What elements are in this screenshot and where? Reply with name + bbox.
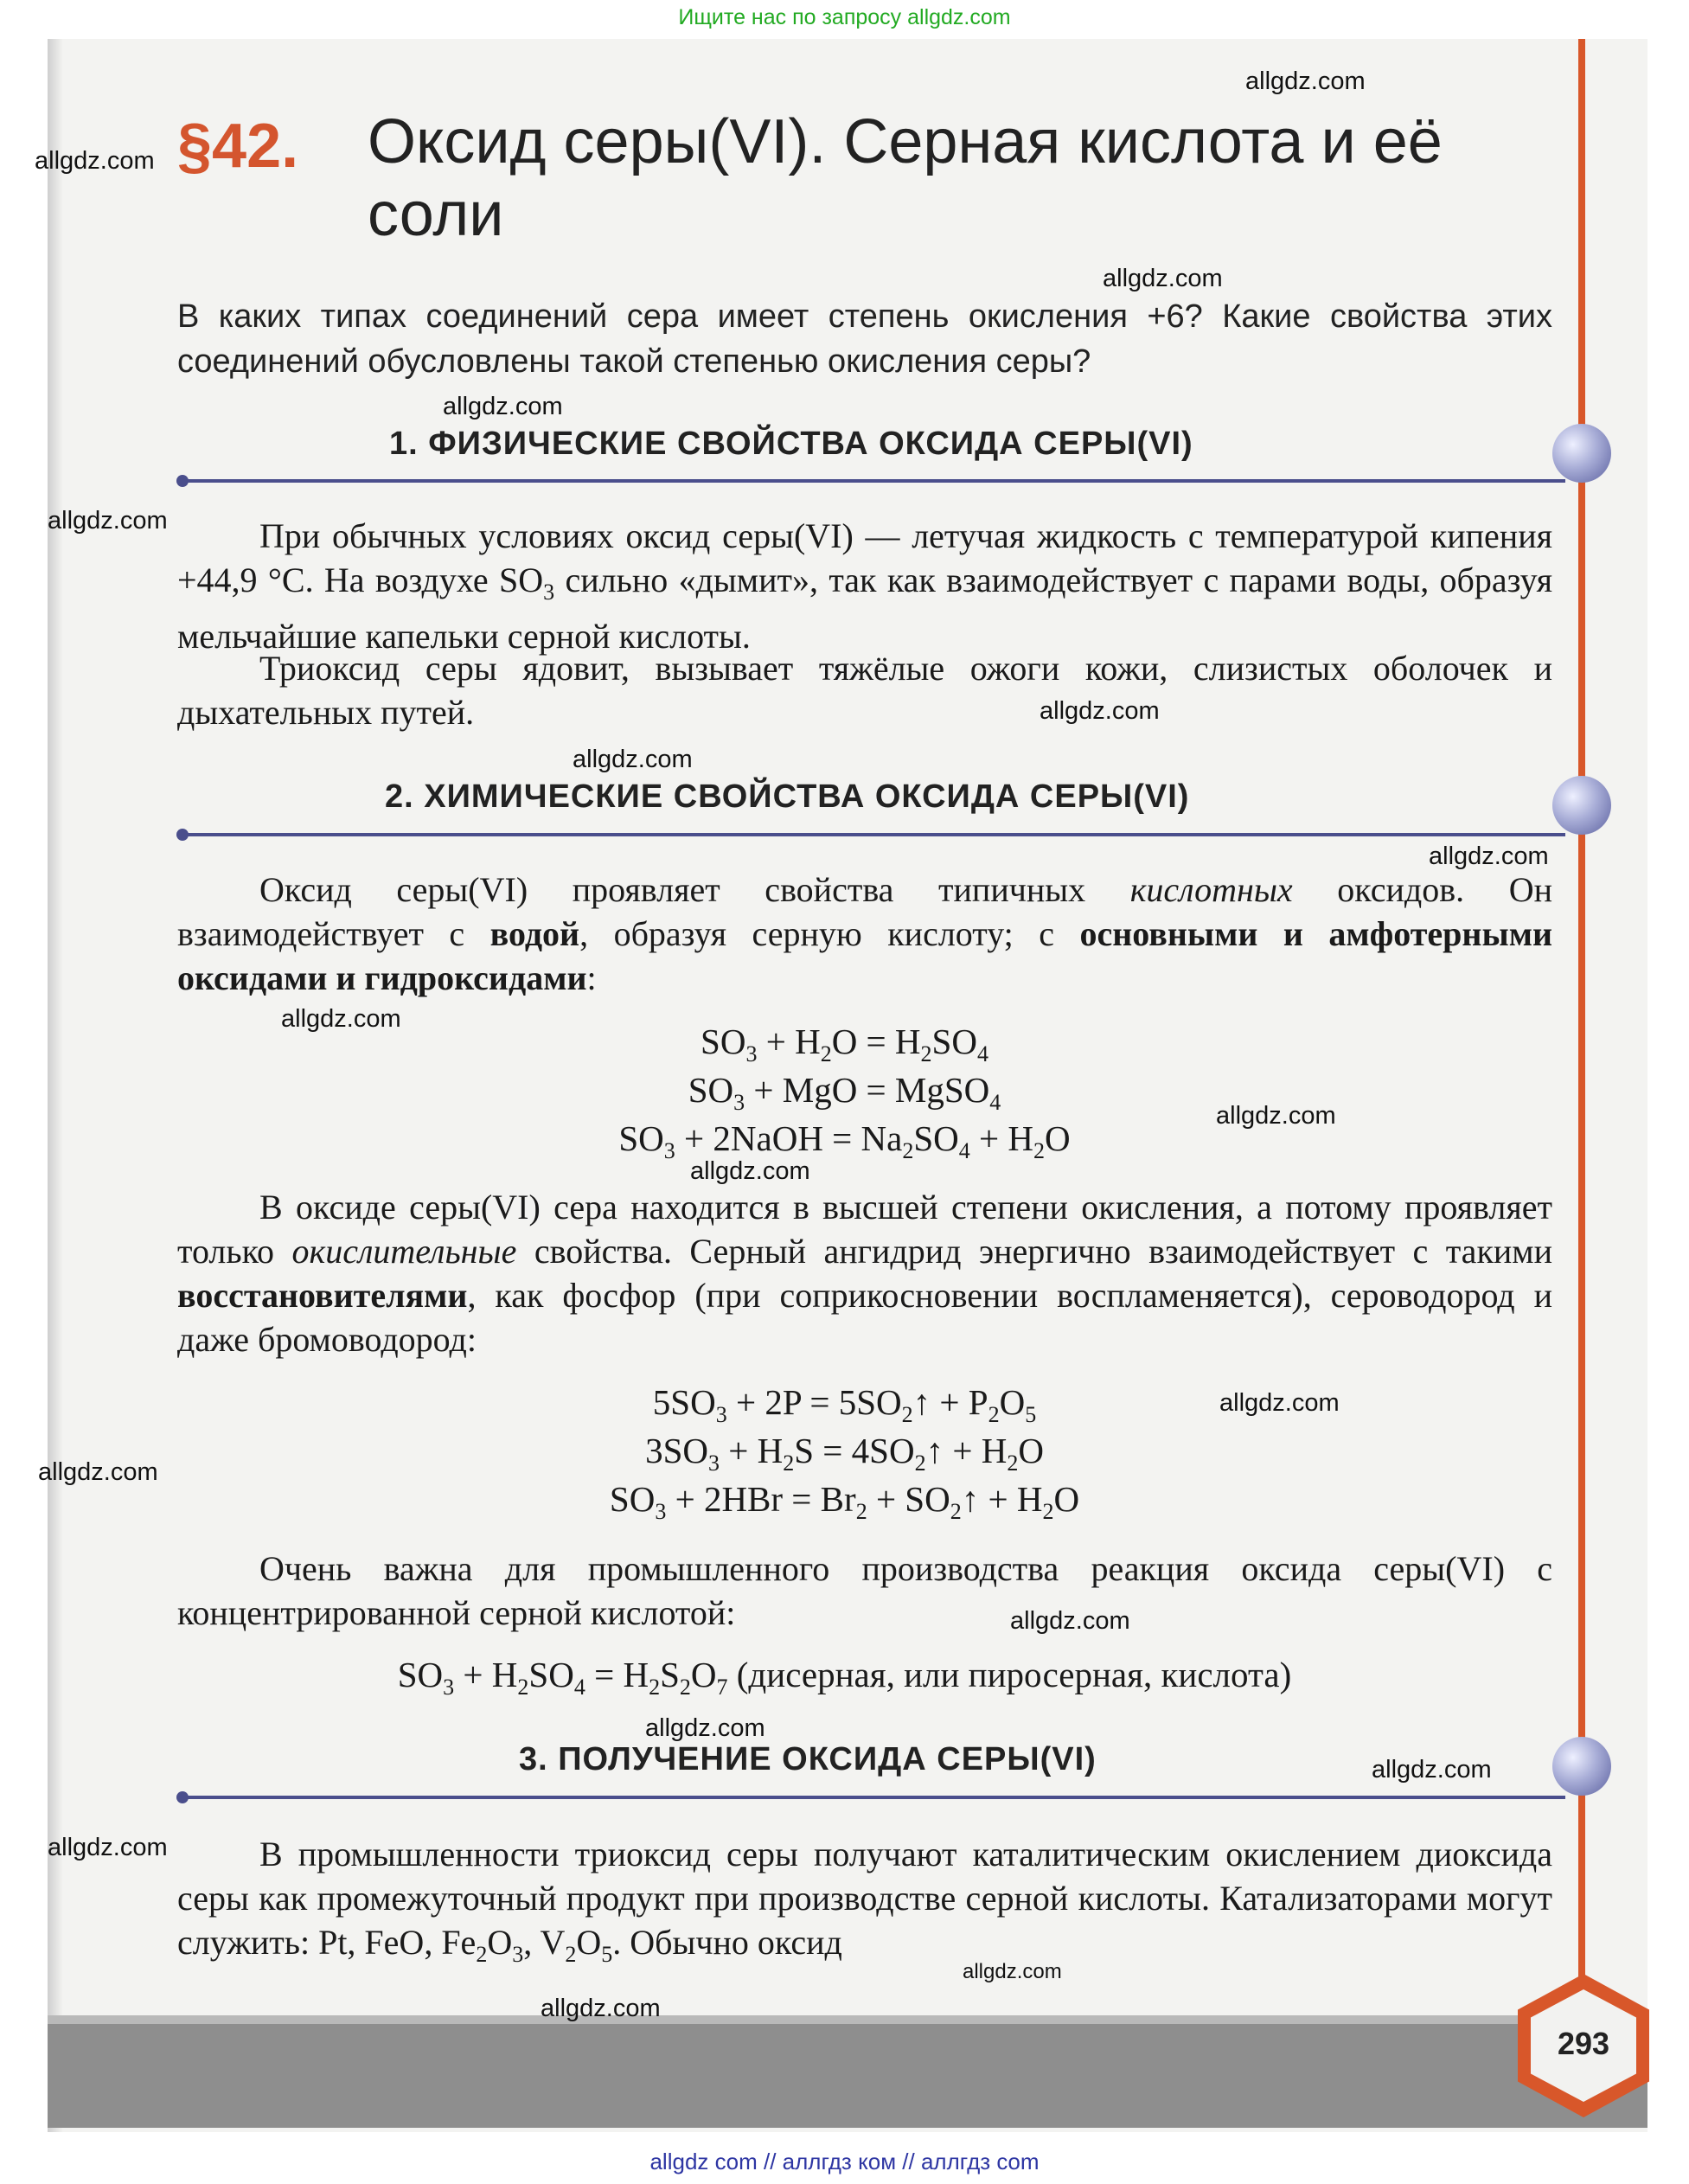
equation-7-note: (дисерная, или пиросерная, кислота)	[736, 1655, 1292, 1694]
heading-rule	[182, 833, 1565, 836]
paragraph-chemical-3: Очень важна для промышленного производства реакция оксида серы(VI) с концентрированной серной кислотой:	[177, 1549, 1552, 1632]
watermark: allgdz.com	[690, 1157, 810, 1185]
p3-part-b: оксидов. Он взаимодействует с	[177, 870, 1552, 953]
equation-7: $SO_3 + H_2SO_4 = H_2S_2O_7$ (дисерная, или пиросерная, кислота)	[397, 1655, 1292, 1700]
watermark: allgdz.com	[1010, 1607, 1130, 1635]
p6-sub-2: 3	[512, 1942, 524, 1967]
watermark: allgdz.com	[443, 393, 563, 420]
watermark: allgdz.com	[963, 1960, 1062, 1983]
paragraph-chemical-1	[177, 868, 1552, 1000]
watermark: allgdz.com	[48, 507, 168, 535]
page-bottom-strip	[48, 2024, 1647, 2128]
section-heading-2: 2. ХИМИЧЕСКИЕ СВОЙСТВА ОКСИДА СЕРЫ(VI)	[385, 778, 1190, 815]
paragraph-physical-1	[177, 514, 1552, 658]
intro-question: В каких типах соединений сера имеет степень окисления +6? Какие свойства этих соединений обусловлены такой степенью окисления серы?	[177, 298, 1552, 380]
watermark: allgdz.com	[645, 1714, 765, 1742]
equation-2: $SO_3$ + MgO = MgSO$_4$	[688, 1070, 1001, 1116]
watermark: allgdz.com	[1103, 265, 1223, 292]
p4-emphasis: окислительные	[291, 1232, 517, 1271]
equation-4: $5SO_3 + 2P$ = $5SO_2↑ + P_2O_5$	[652, 1382, 1037, 1428]
footer-text: allgdz com // аллгдз ком // аллгдз com	[649, 2149, 1040, 2174]
p4-part-a: В оксиде серы(VI) сера находится в высшей степени окисления, а потому проявляет только	[177, 1188, 1552, 1271]
heading-rule	[182, 1796, 1565, 1799]
p3-bold-oxides: основными и амфотерными оксидами и гидроксидами	[177, 914, 1552, 997]
watermark: allgdz.com	[281, 1005, 401, 1033]
p6-part-a: В промышленности триоксид серы получают каталитическим окислением диоксида серы как промежуточный продукт при производстве серной кислоты. Катализаторами могут служить: Pt, FeO, Fe	[177, 1835, 1552, 1962]
equation-6: $SO_3 + 2HBr = Br_2$ + $SO_2↑ + H_2O$	[609, 1479, 1080, 1525]
page-number: 293	[1557, 2026, 1610, 2061]
watermark: allgdz.com	[573, 746, 693, 773]
section-number: §42.	[177, 112, 299, 181]
equation-3: $SO_3$ + 2NaOH = $Na_2SO_4 + H_2O$	[618, 1118, 1071, 1164]
p3-emphasis: кислотных	[1129, 870, 1293, 909]
p6-part-b: O	[487, 1923, 513, 1962]
page-title: Оксид серы(VI). Серная кислота и её соли	[368, 107, 1443, 249]
p3-part-a: Оксид серы(VI) проявляет свойства типичных	[259, 870, 1130, 909]
p3-part-d: :	[586, 958, 597, 997]
watermark: allgdz.com	[1040, 697, 1160, 725]
p4-bold: восстановителями	[177, 1276, 468, 1315]
p1-part-b: сильно «дымит», так как взаимодействует с парами воды, образуя мельчайшие капельки серной кислоты.	[177, 560, 1553, 656]
p3-bold-water: водой	[489, 914, 580, 953]
p3-part-c: , образуя серную кислоту; с	[579, 914, 1080, 953]
p4-part-c: , как фосфор (при соприкосновении воспламеняется), сероводород и даже бромоводород:	[177, 1276, 1552, 1359]
paragraph-chemical-2	[177, 1185, 1552, 1361]
p6-sub-4: 5	[601, 1942, 613, 1967]
watermark: allgdz.com	[38, 1458, 158, 1486]
watermark: allgdz.com	[1429, 842, 1549, 870]
p1-part-a: При обычных условиях оксид серы(VI) — летучая жидкость с температурой кипения +44,9 °C. На воздухе SO	[177, 516, 1552, 599]
p6-sub-1: 2	[476, 1942, 488, 1967]
watermark: allgdz.com	[48, 1834, 168, 1861]
top-banner-text: Ищите нас по запросу allgdz.com	[678, 5, 1011, 29]
p1-sub: 3	[543, 580, 555, 605]
p4-part-b: свойства. Серный ангидрид энергично взаимодействует с такими	[516, 1232, 1552, 1271]
section-heading-1: 1. ФИЗИЧЕСКИЕ СВОЙСТВА ОКСИДА СЕРЫ(VI)	[389, 426, 1193, 462]
watermark: allgdz.com	[1216, 1102, 1336, 1130]
watermark: allgdz.com	[541, 1995, 661, 2022]
paragraph-physical-2: Триоксид серы ядовит, вызывает тяжёлые ожоги кожи, слизистых оболочек и дыхательных путей.	[177, 649, 1552, 732]
heading-rule	[182, 479, 1565, 483]
paragraph-production	[177, 1832, 1552, 1976]
watermark: allgdz.com	[1372, 1756, 1492, 1784]
section-ball-icon	[1552, 776, 1611, 835]
p6-sub-3: 2	[565, 1942, 577, 1967]
watermark: allgdz.com	[35, 147, 155, 175]
p6-part-e: . Обычно оксид	[612, 1923, 842, 1962]
section-ball-icon	[1552, 424, 1611, 483]
equation-5: $3SO_3 + H_2S$ = $4SO_2↑ + H_2O$	[645, 1431, 1044, 1476]
watermark: allgdz.com	[1219, 1389, 1340, 1417]
p6-part-c: , V	[523, 1923, 566, 1962]
equation-1: $SO_3 + H_2O = H_2SO_4$	[701, 1022, 988, 1067]
section-ball-icon	[1552, 1737, 1611, 1796]
watermark: allgdz.com	[1245, 67, 1366, 95]
p6-part-d: O	[576, 1923, 602, 1962]
section-heading-3: 3. ПОЛУЧЕНИЕ ОКСИДА СЕРЫ(VI)	[519, 1741, 1097, 1777]
